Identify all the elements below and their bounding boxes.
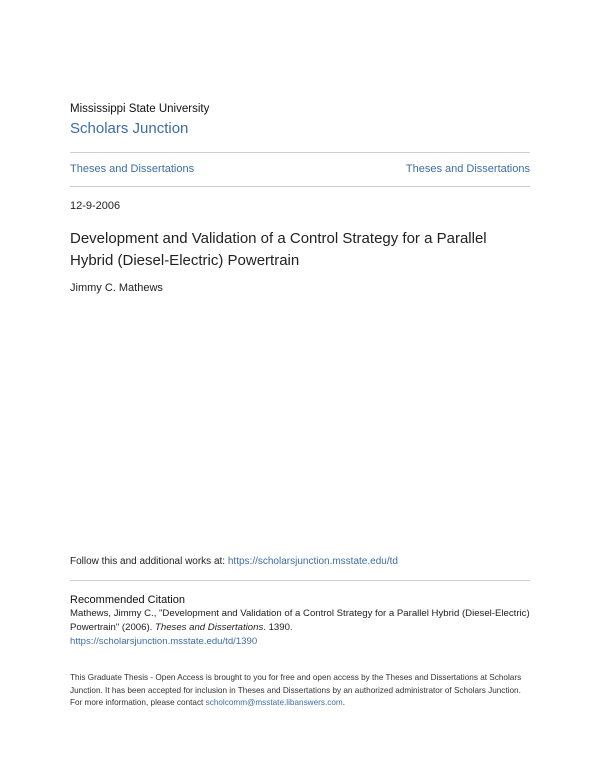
publication-date: 12-9-2006 [70,200,121,212]
citation-series: Theses and Dissertations [155,622,264,633]
nav-divider [70,186,530,187]
citation-text: Mathews, Jimmy C., "Development and Validation of a Control Strategy for a Parallel Hybrid (Diesel-Electric) Powertrain" (2006). [70,608,530,633]
cover-page [70,0,530,776]
access-footer [70,672,532,710]
citation-divider [70,580,530,581]
follow-line [70,556,398,567]
citation-heading: Recommended Citation [70,594,185,606]
document-author: Jimmy C. Mathews [70,282,163,294]
follow-text: Follow this and additional works at: [70,556,228,567]
series-link-right[interactable]: Theses and Dissertations [405,163,530,175]
citation-link[interactable]: https://scholarsjunction.msstate.edu/td/1390 [70,636,258,647]
series-link-left[interactable]: Theses and Dissertations [70,163,195,175]
citation-number: . 1390. [263,622,293,633]
repository-link[interactable]: Scholars Junction [70,120,189,137]
top-divider [70,152,530,153]
document-title: Development and Validation of a Control Strategy for a Parallel Hybrid (Diesel-Electric) Powertrain [70,230,487,269]
footer-end: . [342,698,345,707]
institution-name: Mississippi State University [70,103,210,115]
contact-email-link[interactable]: scholcomm@msstate.libanswers.com [205,698,343,707]
follow-link[interactable]: https://scholarsjunction.msstate.edu/td [227,556,398,567]
footer-text: This Graduate Thesis - Open Access is brought to you for free and open access by the Theses and Dissertations at Scholars Junction. It has been accepted for inclusion in Theses and Dissertations by an authorized administrator of Scholars Junction. For more information, please contact [70,673,522,707]
citation-block [70,607,530,649]
